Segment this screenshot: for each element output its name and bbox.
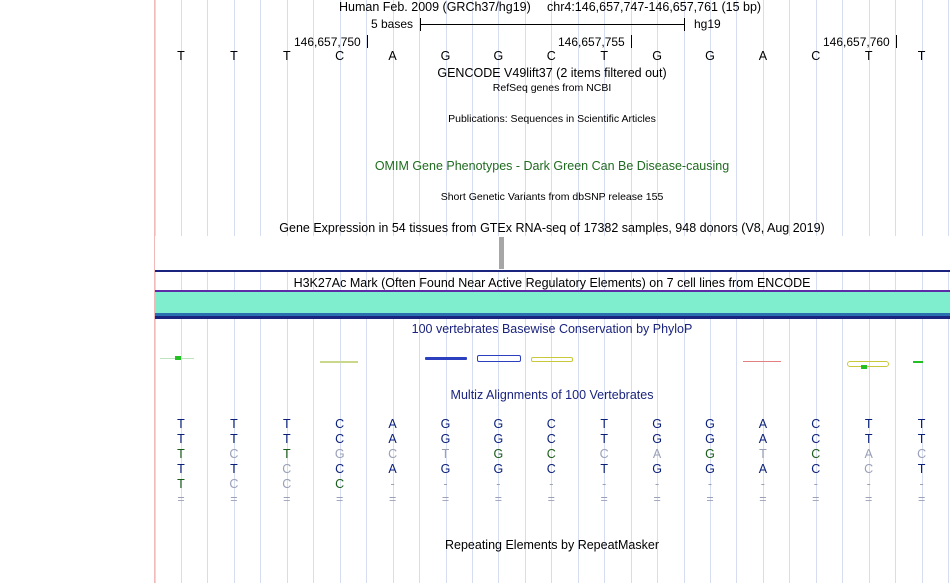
alignment-base: - <box>866 477 871 491</box>
alignment-base: C <box>335 477 345 491</box>
repeatmasker-track-title[interactable]: Repeating Elements by RepeatMasker <box>444 538 660 552</box>
alignment-base: T <box>282 447 291 461</box>
alignment-base: A <box>758 462 768 476</box>
alignment-base: T <box>177 432 185 446</box>
alignment-base: A <box>652 447 662 461</box>
alignment-base: C <box>864 462 874 476</box>
alignment-base: G <box>493 447 504 461</box>
alignment-base: G <box>652 432 662 446</box>
cons-mark <box>531 357 573 362</box>
alignment-base: T <box>917 417 926 431</box>
alignment-base: T <box>600 417 609 431</box>
alignment-base: C <box>546 417 556 431</box>
alignment-base: G <box>705 447 715 461</box>
alignment-base: G <box>493 462 504 476</box>
alignment-base: C <box>229 447 239 461</box>
alignment-base: C <box>282 462 292 476</box>
reference-base: G <box>652 49 662 63</box>
reference-base: C <box>335 49 345 63</box>
alignment-base: A <box>864 447 873 461</box>
alignment-base: C <box>811 447 821 461</box>
alignment-base: = <box>653 492 661 506</box>
alignment-base: - <box>602 477 607 491</box>
alignment-base: T <box>917 432 926 446</box>
alignment-base: T <box>441 447 450 461</box>
alignment-base: C <box>546 462 556 476</box>
alignment-base: A <box>388 432 397 446</box>
gtex-baseline <box>155 270 950 272</box>
cons-mark <box>913 361 923 363</box>
alignment-base: T <box>917 462 926 476</box>
gtex-track-title[interactable]: Gene Expression in 54 tissues from GTEx RNA-seq of 17382 samples, 948 donors (V8, Aug 2019) <box>279 221 825 235</box>
refseq-track-title[interactable]: RefSeq genes from NCBI <box>492 82 612 94</box>
cons-track-title[interactable]: 100 vertebrates Basewise Conservation by PhyloP <box>411 322 693 336</box>
alignment-base: T <box>864 417 873 431</box>
alignment-base: C <box>811 417 821 431</box>
reference-base: G <box>440 49 451 63</box>
reference-base: G <box>705 49 715 63</box>
alignment-base: G <box>705 432 715 446</box>
ruler-tick-2 <box>631 35 632 48</box>
alignment-base: C <box>229 477 239 491</box>
alignment-base: G <box>440 432 451 446</box>
alignment-base: C <box>335 417 345 431</box>
alignment-base: A <box>758 417 768 431</box>
scale-bar <box>420 24 685 25</box>
gencode-track-title[interactable]: GENCODE V49lift37 (2 items filtered out) <box>437 66 667 80</box>
alignment-base: T <box>600 462 609 476</box>
alignment-base: - <box>496 477 501 491</box>
alignment-base: C <box>335 432 345 446</box>
alignment-base: = <box>865 492 873 506</box>
alignment-base: T <box>282 417 291 431</box>
alignment-base: = <box>600 492 608 506</box>
dbsnp-track-title[interactable]: Short Genetic Variants from dbSNP release 155 <box>440 191 664 203</box>
ruler-position-2: 146,657,755 <box>558 35 625 49</box>
track-label-column <box>0 0 155 583</box>
scale-bar-left-tick <box>420 18 421 31</box>
alignment-base: - <box>919 477 924 491</box>
alignment-base: = <box>336 492 344 506</box>
alignment-base: C <box>811 432 821 446</box>
alignment-base: T <box>230 432 238 446</box>
alignment-base: T <box>230 417 238 431</box>
alignment-base: = <box>441 492 450 506</box>
alignment-base: = <box>283 492 291 506</box>
alignment-base: - <box>549 477 554 491</box>
alignment-base: - <box>655 477 660 491</box>
alignment-base: - <box>707 477 713 491</box>
alignment-base: = <box>706 492 714 506</box>
alignment-base: C <box>546 447 556 461</box>
alignment-base: = <box>917 492 926 506</box>
gtex-track-body[interactable] <box>155 236 950 270</box>
alignment-base: T <box>600 432 609 446</box>
alignment-base: G <box>440 462 451 476</box>
cons-mark <box>320 361 358 363</box>
reference-base: A <box>758 49 768 63</box>
alignment-base: A <box>388 462 397 476</box>
alignment-base: G <box>705 462 715 476</box>
cons-mark <box>847 361 889 367</box>
reference-base: G <box>493 49 504 63</box>
omim-track-title[interactable]: OMIM Gene Phenotypes - Dark Green Can Be Disease-causing <box>374 159 730 173</box>
track-image[interactable] <box>155 0 950 583</box>
reference-base: T <box>177 49 185 63</box>
alignment-base: T <box>230 462 238 476</box>
alignment-base: = <box>759 492 767 506</box>
cons-mark <box>175 356 181 360</box>
alignment-base: G <box>652 462 662 476</box>
h3k27-track-title[interactable]: H3K27Ac Mark (Often Found Near Active Regulatory Elements) on 7 cell lines from ENCODE <box>293 276 811 290</box>
alignment-base: A <box>388 417 397 431</box>
alignment-base: G <box>705 417 715 431</box>
alignment-base: = <box>547 492 555 506</box>
scale-bar-right-tick <box>684 18 685 31</box>
alignment-base: = <box>494 492 503 506</box>
reference-base: T <box>600 49 609 63</box>
scale-text: 5 bases <box>371 17 414 31</box>
alignment-base: = <box>230 492 238 506</box>
reference-base: T <box>230 49 238 63</box>
alignment-base: G <box>493 417 504 431</box>
alignment-base: - <box>390 477 395 491</box>
alignment-base: C <box>335 462 345 476</box>
alignment-base: T <box>177 447 185 461</box>
alignment-base: T <box>282 432 291 446</box>
ruler-position-1: 146,657,750 <box>294 35 361 49</box>
ruler-position-3: 146,657,760 <box>823 35 890 49</box>
alignment-base: G <box>334 447 345 461</box>
alignment-base: T <box>759 447 767 461</box>
reference-base: T <box>917 49 926 63</box>
alignment-base: C <box>388 447 398 461</box>
publications-track-title[interactable]: Publications: Sequences in Scientific Articles <box>448 113 656 125</box>
alignment-base: G <box>440 417 451 431</box>
cons-mark <box>861 365 867 369</box>
alignment-base: - <box>443 477 448 491</box>
cons-mark <box>477 355 521 362</box>
alignment-base: A <box>758 432 768 446</box>
h3k27-bottom-border <box>155 316 950 319</box>
alignment-base: G <box>652 417 662 431</box>
alignment-base: C <box>599 447 609 461</box>
alignment-base: T <box>177 477 185 491</box>
alignment-base: = <box>388 492 397 506</box>
db-text: hg19 <box>694 17 721 31</box>
assembly-text: Human Feb. 2009 (GRCh37/hg19) <box>339 0 531 14</box>
alignment-base: C <box>546 432 556 446</box>
reference-base: T <box>864 49 873 63</box>
alignment-base: = <box>177 492 185 506</box>
alignment-base: G <box>493 432 504 446</box>
alignment-base: T <box>177 462 185 476</box>
position-text: chr4:146,657,747-146,657,761 (15 bp) <box>547 0 762 14</box>
alignment-base: C <box>917 447 927 461</box>
alignment-base: C <box>811 462 821 476</box>
reference-base: T <box>282 49 291 63</box>
ruler-tick-3 <box>896 35 897 48</box>
h3k27-signal[interactable] <box>155 292 950 313</box>
alignment-base: T <box>864 432 873 446</box>
alignment-base: T <box>177 417 185 431</box>
reference-base: C <box>811 49 821 63</box>
reference-base: C <box>546 49 556 63</box>
gtex-expression-bar[interactable] <box>499 237 504 269</box>
alignment-base: - <box>760 477 765 491</box>
ruler-tick-1 <box>367 35 368 48</box>
reference-base: A <box>388 49 397 63</box>
alignment-base: C <box>282 477 292 491</box>
multiz-track-title[interactable]: Multiz Alignments of 100 Vertebrates <box>450 388 654 402</box>
alignment-base: = <box>812 492 820 506</box>
cons-mark <box>743 361 781 362</box>
cons-mark <box>425 357 467 360</box>
alignment-base: - <box>813 477 818 491</box>
